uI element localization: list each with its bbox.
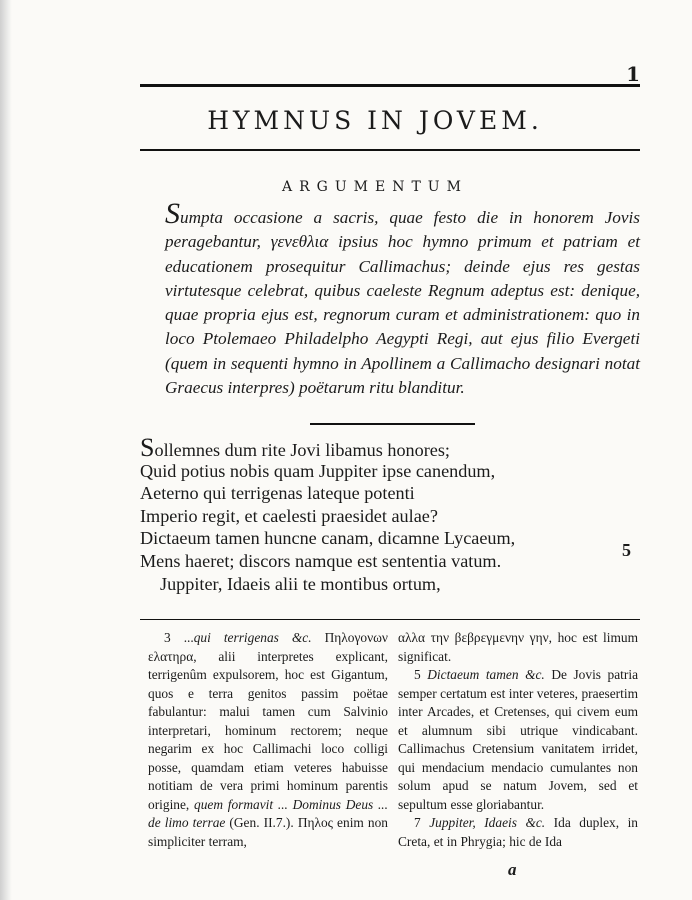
footnote-lemma: Dictaeum tamen &c.: [427, 667, 545, 682]
footnote-3-continued: αλλα την βεβρεγμενην γην, hoc est limum significat.: [398, 630, 638, 664]
footnote-7: [398, 814, 638, 851]
poem-first-rest: ollemnes dum rite Jovi libamus honores;: [154, 440, 450, 460]
section-divider: [310, 423, 475, 425]
title-rule: [140, 149, 640, 151]
footnote-5: [398, 666, 638, 814]
footnote-ref: 3 ...: [164, 630, 194, 645]
poem-line: Imperio regit, et caelesti praesidet aulae?: [140, 505, 438, 526]
footnote-ref: 7: [414, 815, 430, 830]
footnote-ref: 5: [414, 667, 428, 682]
verse-line-number: 5: [622, 540, 631, 560]
argument-paragraph: [165, 197, 640, 400]
argument-dropcap: S: [165, 197, 180, 230]
page-title: HYMNUS IN JOVEM.: [207, 106, 543, 135]
poem-line: Juppiter, Idaeis alii te montibus ortum,: [160, 573, 441, 594]
catchword: a: [508, 860, 517, 879]
argument-heading: ARGUMENTUM: [282, 179, 468, 195]
poem-line: Aeterno qui terrigenas lateque potenti: [140, 483, 415, 504]
poem-line: [140, 433, 640, 462]
poem-line: Quid potius nobis quam Juppiter ipse canendum,: [140, 460, 496, 481]
argument-text: umpta occasione a sacris, quae festo die in honorem Jovis peragebantur, γενεθλια ipsius hoc hymno primum et patriam et educationem prosequitur Callimachus; deinde ejus res gestas virtutesque celebrat, quibus caeleste Regnum adeptus est: denique, quae propria ejus est, regnorum curam et administrationem: quo in loco Ptolemaeo Philadelpho Aegypti Regi, aut ejus filio Evergeti (quem in sequenti hymno in Apollinem a Callimacho designari notat Graecus interpres) poëtarum ritu blanditur.: [165, 208, 640, 398]
notes-rule: [140, 619, 640, 620]
header-rule: [140, 84, 640, 87]
poem-line: Dictaeum tamen huncne canam, dicamne Lycaeum,: [140, 528, 516, 549]
poem-block: [140, 433, 640, 595]
footnote-lemma: Juppiter, Idaeis &c.: [429, 815, 546, 830]
footnotes-right-column: [398, 629, 638, 851]
footnotes-left-column: [148, 629, 388, 851]
footnote-text: De Jovis patria semper certatum est inter veteres, praesertim inter Arcades, et Cretenses, qui civem eum et alumnum sibi utrique vindicabant. Callimachus Cretensium vanitatem irridet, qui mendacium mendacio cumulantes non solum apud se natum Jovem, sed et sepultum esse gloriabantur.: [398, 667, 639, 812]
footnote-text: Πηλογονων ελατηρα, alii interpretes explicant, terrigenûm expulsorem, hoc est Gigantum, quos e terra genitos passim poëtae fabulantur: malui tamen cum Salvinio interpretari, hominum rectorem; neque negarim ex hoc Callimachi loco colligi posse, quamdam etiam veteres habuisse notitiam de vera primi hominum parentis origine,: [148, 630, 388, 812]
footnote-text: (Gen. II.7.). Πηλος enim non simpliciter terram,: [148, 815, 388, 849]
footnote-text: Ida duplex, in Creta, et in Phrygia; hic de Ida: [398, 815, 638, 849]
poem-first-cap: S: [140, 433, 155, 462]
poem-line: Mens haeret; discors namque est sententia vatum.: [140, 550, 502, 571]
footnote-quote: quem formavit ... Dominus Deus ... de limo terrae: [148, 796, 388, 830]
footnote-lemma: qui terrigenas &c.: [193, 630, 312, 645]
page-spine-shadow: [0, 0, 12, 900]
footnote-3: [148, 629, 388, 851]
page-number: 1: [626, 62, 640, 86]
